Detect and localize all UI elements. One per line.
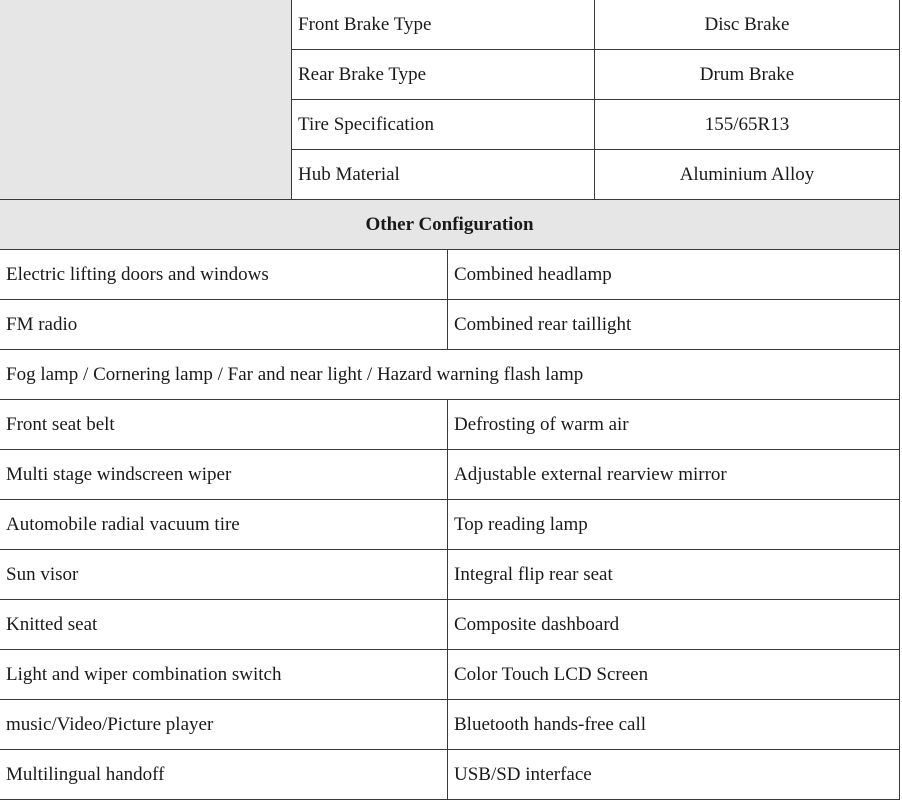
table-row [0,550,900,600]
spec-value: Drum Brake [595,50,900,100]
config-item: Defrosting of warm air [448,400,900,450]
spec-category-cell [0,0,292,200]
spec-label: Rear Brake Type [292,50,595,100]
config-item: Combined headlamp [448,250,900,300]
config-item: Color Touch LCD Screen [448,650,900,700]
config-item: Sun visor [0,550,448,600]
config-item: FM radio [0,300,448,350]
spec-value: Aluminium Alloy [595,150,900,200]
config-item: Automobile radial vacuum tire [0,500,448,550]
config-item: Light and wiper combination switch [0,650,448,700]
table-row [0,500,900,550]
spec-value: Disc Brake [595,0,900,50]
config-item: Top reading lamp [448,500,900,550]
spec-label: Hub Material [292,150,595,200]
spec-label: Tire Specification [292,100,595,150]
spec-value: 155/65R13 [595,100,900,150]
config-item: Knitted seat [0,600,448,650]
table-row [0,250,900,300]
table-row [0,700,900,750]
table-row [0,0,900,50]
spec-label: Front Brake Type [292,0,595,50]
config-item: Electric lifting doors and windows [0,250,448,300]
table-row [0,650,900,700]
config-item: USB/SD interface [448,750,900,800]
table-row [0,300,900,350]
section-title: Other Configuration [0,200,900,250]
config-item: Bluetooth hands-free call [448,700,900,750]
config-item-wide: Fog lamp / Cornering lamp / Far and near light / Hazard warning flash lamp [0,350,900,400]
config-item: Combined rear taillight [448,300,900,350]
table-row [0,750,900,800]
table-row [0,400,900,450]
section-header-row [0,200,900,250]
config-item: Composite dashboard [448,600,900,650]
table-row [0,350,900,400]
config-item: music/Video/Picture player [0,700,448,750]
table-row [0,450,900,500]
table-row [0,600,900,650]
config-item: Multilingual handoff [0,750,448,800]
config-item: Multi stage windscreen wiper [0,450,448,500]
config-item: Integral flip rear seat [448,550,900,600]
config-item: Front seat belt [0,400,448,450]
config-item: Adjustable external rearview mirror [448,450,900,500]
